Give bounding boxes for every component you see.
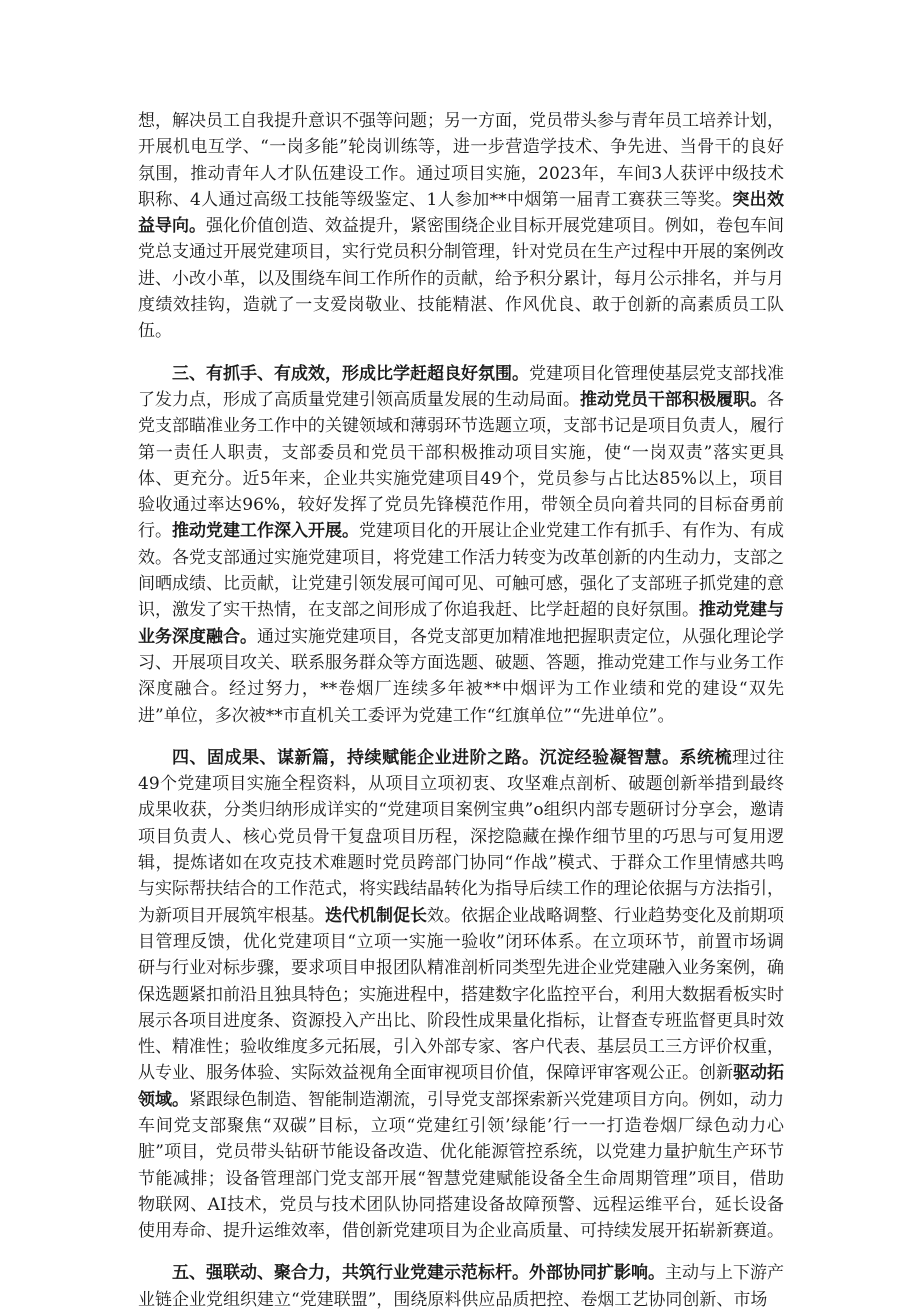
body-text: 理过往49个党建项目实施全程资料，从项目立项初衷、攻坚难点剖析、破题创新举措到最终成果收获，分类归纳形成详实的“党建项目案例宝典”o组织内部专题研讨分享会，邀请项目负责人、核心党员骨干复盘项目历程，深挖隐藏在操作细节里的巧思与可复用逻辑，提炼诸如在攻克技术难题时党员跨部门协同“作战”模式、于群众工作里情感共鸣与实际帮扶结合的工作范式，将实践结晶转化为指导后续工作的理论依据与方法指引，为新项目开展筑牢根基。 (138, 747, 784, 926)
bold-subheading: 迭代机制促长 (325, 905, 427, 926)
bold-subheading: 驱动拓领域。 (138, 1063, 784, 1110)
paragraph-continuation (138, 108, 784, 345)
body-text: 主动与上下游产业链企业党组织建立“党建联盟”，围绕原料供应品质把控、卷烟工艺协同创新、市场 (138, 1263, 784, 1310)
body-text: 想，解决员工自我提升意识不强等问题；另一方面，党员带头参与青年员工培养计划，开展机电互学、“一岗多能”轮岗训练等，进一步营造学技术、争先进、当骨干的良好氛围，推动青年人才队伍建设工作。通过项目实施，2023年，车间3人获评中级技术职称、4人通过高级工技能等级鉴定、1人参加**中烟第一届青工赛获三等奖。 (138, 111, 784, 210)
section-heading: 三、有抓手、有成效，形成比学赶超良好氛围。 (172, 363, 529, 384)
section-5-paragraph (138, 1260, 784, 1313)
body-text: 强化价值创造、效益提升，紧密围绕企业目标开展党建项目。例如，卷包车间党总支通过开展党建项目，实行党员积分制管理，针对党员在生产过程中开展的案例改进、小改小革，以及围绕车间工作所作的贡献，给予积分累计，每月公示排名，并与月度绩效挂钩，造就了一支爱岗敬业、技能精湛、作风优良、敢于创新的高素质员工队伍。 (138, 216, 784, 342)
bold-subheading: 推动党员干部积极履职。 (580, 389, 767, 410)
bold-subheading: 推动党建与业务深度融合。 (138, 600, 784, 647)
section-3-paragraph (138, 361, 784, 729)
body-text: 效。依据企业战略调整、行业趋势变化及前期项目管理反馈，优化党建项目“立项一实施一验收”闭环体系。在立项环节，前置市场调研与行业对标步骤，要求项目申报团队精准剖析同类型先进企业党建融入业务案例，确保选题紧扣前沿且独具特色；实施进程中，搭建数字化监控平台，利用大数据看板实时展示各项目进度条、资源投入产出比、阶段性成果量化指标，让督查专班监督更具时效性、精准性；验收维度多元拓展，引入外部专家、客户代表、基层员工三方评价权重，从专业、服务体验、实际效益视角全面审视项目价值，保障评审客观公正。创新 (138, 905, 784, 1084)
bold-subheading: 推动党建工作深入开展。 (172, 521, 359, 542)
body-text: 党建项目化的开展让企业党建工作有抓手、有作为、有成效。各党支部通过实施党建项目，将党建工作活力转变为改革创新的内生动力，支部之间晒成绩、比贡献，让党建引领发展可闻可见、可触可感，强化了支部班子抓党建的意识，激发了实干热情，在支部之间形成了你追我赶、比学赶超的良好氛围。 (138, 521, 784, 621)
section-4-paragraph (138, 745, 784, 1245)
bold-subheading: 突出效益导向。 (138, 189, 784, 237)
body-text: 党建项目化管理使基层党支部找准了发力点，形成了高质量党建引领高质量发展的生动局面。 (138, 363, 784, 410)
body-text: 通过实施党建项目，各党支部更加精准地把握职责定位，从强化理论学习、开展项目攻关、联系服务群众等方面选题、破题、答题，推动党建工作与业务工作深度融合。经过努力，**卷烟厂连续多年被**中烟评为工作业绩和党的建设“双先进”单位，多次被**市直机关工委评为党建工作“红旗单位”“先进单位”。 (138, 626, 784, 726)
section-heading: 五、强联动、聚合力，共筑行业党建示范标杆。外部协同扩影响。 (172, 1263, 665, 1284)
body-text: 紧跟绿色制造、智能制造潮流，引导党支部探索新兴党建项目方向。例如，动力车间党支部聚焦“双碳”目标，立项“党建红引领’绿能’行一一打造卷烟厂绿色动力心脏”项目，党员带头钻研节能设备改造、优化能源管控系统，以党建力量护航生产环节节能减排；设备管理部门党支部开展“智慧党建赋能设备全生命周期管理”项目，借助物联网、AI技术，党员与技术团队协同搭建设备故障预警、远程运维平台，延长设备使用寿命、提升运维效率，借创新党建项目为企业高质量、可持续发展开拓崭新赛道。 (138, 1089, 784, 1242)
body-text: 各党支部瞄准业务工作中的关键领域和薄弱环节选题立项，支部书记是项目负责人，履行第一责任人职责，支部委员和党员干部积极推动项目实施，使“一岗双责”落实更具体、更充分。近5年来，企业共实施党建项目49个，党员参与占比达85%以上，项目验收通过率达96%，较好发挥了党员先锋模范作用，带领全员向着共同的目标奋勇前行。 (138, 389, 784, 542)
section-heading: 四、固成果、谋新篇，持续赋能企业进阶之路。沉淀经验凝智慧。系统梳 (172, 747, 732, 768)
